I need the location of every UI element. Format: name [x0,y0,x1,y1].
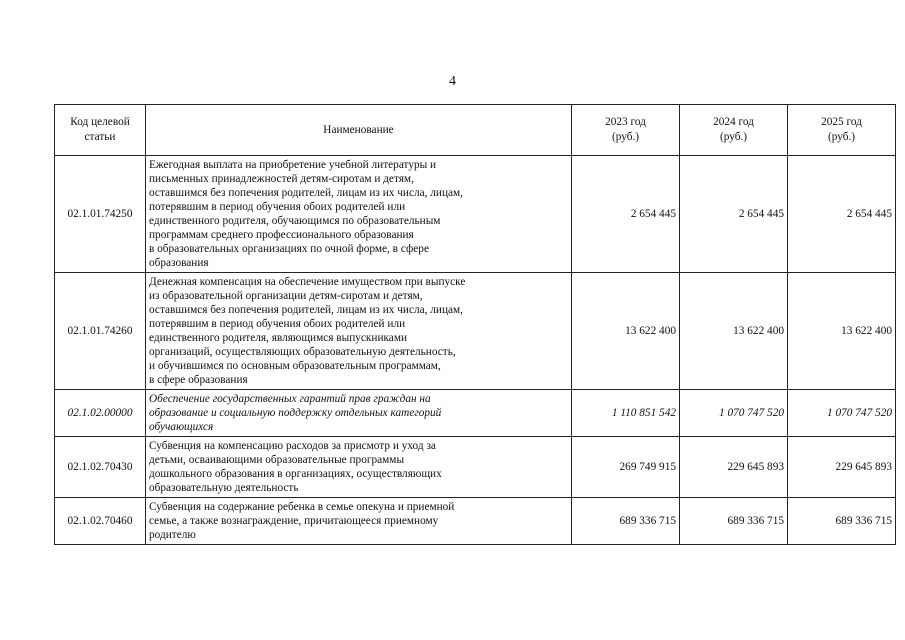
header-year-unit: (руб.) [827,131,856,143]
article-name-line: единственного родителя, являющимся выпускниками [149,332,408,344]
article-name-line: Обеспечение государственных гарантий прав граждан на [149,393,431,405]
amount-y2023: 13 622 400 [572,273,680,390]
amount-y2023: 689 336 715 [572,498,680,545]
article-name-line: оставшимся без попечения родителей, лицам из их числа, лицам, [149,304,463,316]
table-row [55,390,896,437]
header-year-2024 [680,105,788,156]
article-name-line: организаций, осуществляющих образовательную деятельность, [149,346,456,358]
article-name-line: родителю [149,529,196,541]
article-name-line: в сфере образования [149,374,248,386]
article-name [146,437,572,498]
amount-y2024: 1 070 747 520 [680,390,788,437]
amount-y2024: 689 336 715 [680,498,788,545]
budget-table [54,104,896,545]
amount-y2025: 689 336 715 [788,498,896,545]
target-article-code: 02.1.02.00000 [55,390,146,437]
header-year-2023 [572,105,680,156]
table-row [55,156,896,273]
table-row [55,437,896,498]
amount-y2024: 13 622 400 [680,273,788,390]
article-name-line: потерявшим в период обучения обоих родителей или [149,201,406,213]
amount-y2023: 1 110 851 542 [572,390,680,437]
article-name-line: потерявшим в период обучения обоих родителей или [149,318,406,330]
header-year-label: 2025 год [821,116,862,128]
article-name-line: Субвенция на содержание ребенка в семье опекуна и приемной [149,501,455,513]
page-number: 4 [449,74,456,89]
article-name-line: из образовательной организации детям-сиротам и детям, [149,290,423,302]
header-year-label: 2023 год [605,116,646,128]
article-name-line: письменных принадлежностей детям-сиротам и детям, [149,173,414,185]
article-name-line: дошкольного образования в организациях, осуществляющих [149,468,442,480]
target-article-code: 02.1.02.70460 [55,498,146,545]
header-code-line-1: Код целевой [70,116,130,128]
amount-y2025: 1 070 747 520 [788,390,896,437]
header-year-label: 2024 год [713,116,754,128]
amount-y2025: 229 645 893 [788,437,896,498]
article-name-line: и обучившимся по основным образовательным программам, [149,360,441,372]
article-name-line: оставшимся без попечения родителей, лицам из их числа, лицам, [149,187,463,199]
article-name-line: Ежегодная выплата на приобретение учебной литературы и [149,159,437,171]
article-name-line: обучающихся [149,421,214,433]
amount-y2024: 2 654 445 [680,156,788,273]
header-code [55,105,146,156]
article-name [146,156,572,273]
table-row [55,273,896,390]
article-name-line: образование и социальную поддержку отдельных категорий [149,407,442,419]
article-name-line: Денежная компенсация на обеспечение имуществом при выпуске [149,276,466,288]
header-year-2025 [788,105,896,156]
target-article-code: 02.1.01.74260 [55,273,146,390]
article-name-line: единственного родителя, обучающимся по образовательным [149,215,441,227]
article-name-line: семье, а также вознаграждение, причитающееся приемному [149,515,439,527]
header-year-unit: (руб.) [719,131,748,143]
table-row [55,498,896,545]
article-name-line: программам среднего профессионального образования [149,229,414,241]
header-code-line-2: статьи [84,131,116,143]
table-header-row [55,105,896,156]
article-name-line: в образовательных организациях по очной форме, в сфере [149,243,429,255]
amount-y2025: 13 622 400 [788,273,896,390]
article-name-line: Субвенция на компенсацию расходов за присмотр и уход за [149,440,436,452]
article-name-line: детьми, осваивающими образовательные программы [149,454,405,466]
amount-y2023: 269 749 915 [572,437,680,498]
header-year-unit: (руб.) [611,131,640,143]
article-name [146,273,572,390]
amount-y2024: 229 645 893 [680,437,788,498]
target-article-code: 02.1.02.70430 [55,437,146,498]
target-article-code: 02.1.01.74250 [55,156,146,273]
article-name-line: образования [149,257,209,269]
amount-y2025: 2 654 445 [788,156,896,273]
table-body [55,156,896,545]
article-name-line: образовательную деятельность [149,482,299,494]
header-name: Наименование [146,105,572,156]
amount-y2023: 2 654 445 [572,156,680,273]
article-name [146,498,572,545]
article-name [146,390,572,437]
